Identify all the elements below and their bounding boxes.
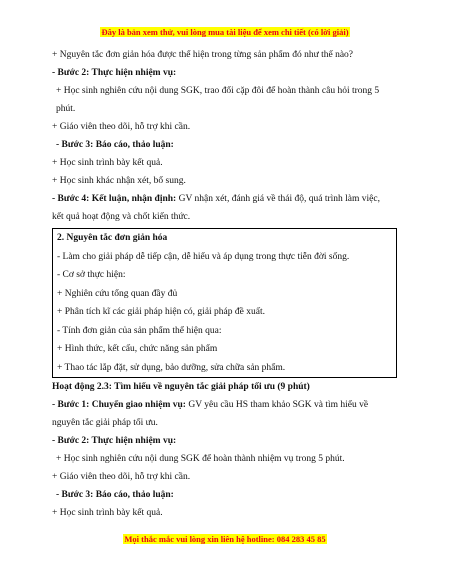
step-3-heading: - Bước 3: Báo cáo, thảo luận: (56, 140, 174, 150)
box-item: + Nghiên cứu tổng quan đầy đủ (57, 288, 178, 299)
box-item: - Cơ sở thực hiện: (57, 270, 126, 280)
box-item: + Phân tích kĩ các giải pháp hiện có, giải pháp đề xuất. (57, 307, 265, 317)
document-body (52, 46, 397, 522)
box-item: - Làm cho giải pháp dễ tiếp cận, dễ hiểu và áp dụng trong thực tiễn đời sống. (57, 251, 350, 262)
preview-banner (0, 27, 450, 37)
step-1-paragraph (52, 396, 397, 432)
step-2-support: + Giáo viên theo dõi, hỗ trợ khi cần. (52, 472, 191, 482)
step-4-paragraph (52, 190, 397, 208)
step-2-task: + Học sinh nghiên cứu nội dung SGK, trao đổi cặp đôi để hoàn thành câu hỏi trong 5 phút. (56, 86, 380, 114)
step-2-task: + Học sinh nghiên cứu nội dung SGK để hoàn thành nhiệm vụ trong 5 phút. (56, 454, 345, 464)
box-item: - Tính đơn giản của sản phẩm thể hiện qua: (57, 325, 222, 336)
question-line: + Nguyên tắc đơn giản hóa được thể hiện trong từng sản phẩm đó như thế nào? (52, 50, 354, 60)
step-4-text: GV nhận xét, đánh giá về thái độ, quá trình làm việc, (176, 194, 380, 204)
box-item: + Thao tác lắp đặt, sử dụng, bảo dưỡng, sửa chữa sản phẩm. (57, 362, 286, 373)
step-2-support: + Giáo viên theo dõi, hỗ trợ khi cần. (52, 122, 191, 132)
step-2-heading: - Bước 2: Thực hiện nhiệm vụ: (52, 436, 177, 446)
step-4-conclusion: kết quả hoạt động và chốt kiến thức. (52, 212, 191, 222)
hotline-banner (0, 534, 450, 544)
step-1-label: - Bước 1: Chuyển giao nhiệm vụ: (52, 400, 186, 410)
activity-heading: Hoạt động 2.3: Tìm hiểu về nguyên tắc giải pháp tối ưu (9 phút) (52, 382, 310, 392)
step-3-present: + Học sinh trình bày kết quả. (52, 158, 163, 168)
hotline-banner-text: Mọi thắc mắc vui lòng xin liên hệ hotline: 084 283 45 85 (124, 534, 326, 544)
preview-banner-text: Đây là bản xem thử, vui lòng mua tài liệu để xem chi tiết (có lời giải) (101, 27, 349, 37)
step-1-text: GV yêu cầu HS tham khảo SGK và tìm hiểu về nguyên tắc giải pháp tối ưu. (52, 400, 369, 428)
step-4-label: - Bước 4: Kết luận, nhận định: (52, 194, 177, 204)
step-3-feedback: + Học sinh khác nhận xét, bổ sung. (52, 176, 186, 186)
step-2-heading: - Bước 2: Thực hiện nhiệm vụ: (52, 68, 177, 78)
step-3-heading: - Bước 3: Báo cáo, thảo luận: (56, 490, 174, 500)
step-3-present: + Học sinh trình bày kết quả. (52, 508, 163, 518)
principle-box (52, 228, 397, 378)
box-item: + Hình thức, kết cấu, chức năng sản phẩm (57, 344, 218, 354)
box-title: 2. Nguyên tắc đơn giản hóa (57, 233, 168, 243)
